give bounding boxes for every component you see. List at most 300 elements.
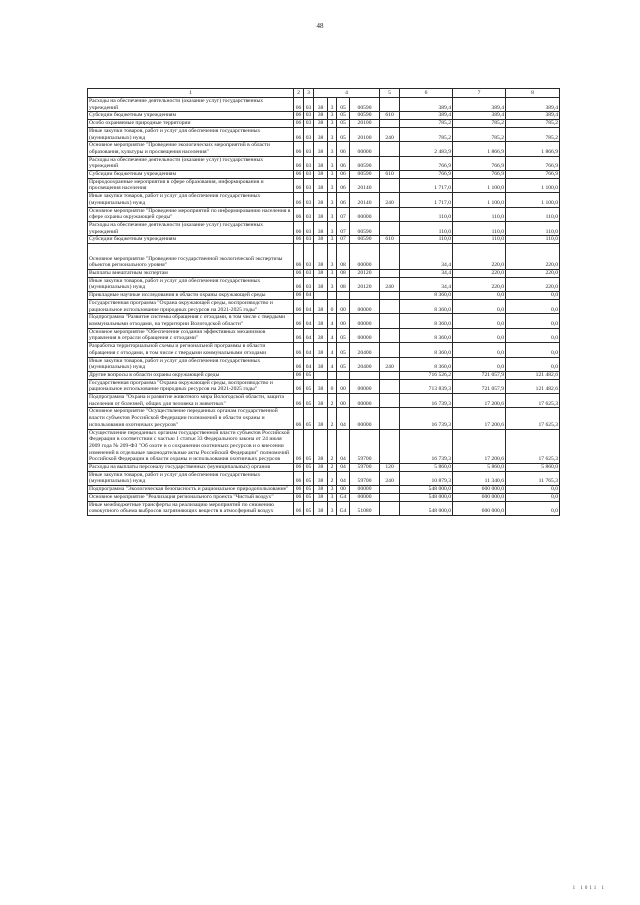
- code-cell: 00590: [350, 221, 380, 235]
- code-cell: 03: [304, 244, 314, 270]
- amount-cell: 1 866,9: [506, 142, 560, 156]
- code-cell: 00590: [350, 98, 380, 112]
- code-cell: 0: [328, 379, 337, 393]
- code-cell: 38: [314, 171, 328, 179]
- row-name-cell: Прикладные научные исследования в области охраны окружающей среды: [88, 292, 294, 300]
- amount-cell: 220,0: [506, 244, 560, 270]
- code-cell: 06: [337, 142, 350, 156]
- code-cell: 20400: [350, 357, 380, 371]
- code-cell: 00590: [350, 156, 380, 170]
- amount-cell: 1 100,0: [506, 178, 560, 192]
- code-cell: 06: [294, 464, 304, 472]
- table-row: [88, 98, 560, 112]
- code-cell: 00000: [350, 244, 380, 270]
- amount-cell: 716 526,2: [400, 371, 453, 379]
- code-cell: 00: [337, 486, 350, 494]
- code-cell: 00590: [350, 171, 380, 179]
- code-cell: 38: [314, 98, 328, 112]
- code-cell: 38: [314, 156, 328, 170]
- code-cell: 240: [380, 471, 400, 485]
- amount-cell: 766,9: [506, 156, 560, 170]
- row-name-cell: Подпрограмма "Экологическая безопасность и рациональное природопользование": [88, 486, 294, 494]
- amount-cell: 1 100,0: [453, 178, 506, 192]
- code-cell: [380, 142, 400, 156]
- table-row: [88, 178, 560, 192]
- amount-cell: 8 360,0: [400, 314, 453, 328]
- amount-cell: 10 879,3: [400, 471, 453, 485]
- amount-cell: 1 717,0: [400, 178, 453, 192]
- code-cell: 4: [328, 328, 337, 342]
- amount-cell: 766,9: [400, 171, 453, 179]
- code-cell: 06: [294, 314, 304, 328]
- budget-table: [87, 88, 560, 516]
- row-name-cell: Иные закупки товаров, работ и услуг для обеспечения государственных (муниципальных) нужд: [88, 277, 294, 291]
- code-cell: 06: [337, 156, 350, 170]
- amount-cell: 34,4: [400, 270, 453, 278]
- code-cell: 610: [380, 236, 400, 244]
- code-cell: 05: [337, 112, 350, 120]
- code-cell: 38: [314, 127, 328, 141]
- amount-cell: 17 200,6: [453, 394, 506, 408]
- code-cell: 3: [328, 171, 337, 179]
- row-name-cell: Подпрограмма "Развитие системы обращения с отходами, в том числе с твердыми коммунальными отходами, на территории Вологодской области": [88, 314, 294, 328]
- code-cell: 00: [337, 394, 350, 408]
- row-name-cell: Осуществление переданных органам государственной власти субъектов Российской Федерации в соответствии с частью 1 статьи 33 Федерального закона от 24 июля 2009 года № 209-ФЗ "Об охоте и о сохранении охотничьих ресурсов и о внесении изменений в отдельные законодательные акты Российской Федерации" полномочий Российской Федерации в области охраны и использования охотничьих ресурсов: [88, 429, 294, 464]
- amount-cell: 0,0: [453, 314, 506, 328]
- row-name-cell: Государственная программа "Охрана окружающей среды, воспроизводство и рациональное использование природных ресурсов на 2021-2025 годы": [88, 299, 294, 313]
- code-cell: 38: [314, 244, 328, 270]
- code-cell: 06: [294, 501, 304, 515]
- row-name-cell: Иные закупки товаров, работ и услуг для обеспечения государственных (муниципальных) нужд: [88, 357, 294, 371]
- amount-cell: 110,0: [453, 221, 506, 235]
- amount-cell: 0,0: [506, 486, 560, 494]
- amount-cell: 5 860,0: [453, 464, 506, 472]
- code-cell: 0: [328, 299, 337, 313]
- amount-cell: 8 360,0: [400, 357, 453, 371]
- code-cell: 38: [314, 270, 328, 278]
- code-cell: 06: [294, 112, 304, 120]
- code-cell: 38: [314, 112, 328, 120]
- row-name-cell: Основное мероприятие "Проведение экологических мероприятий в области образования, культуры и просвещения населения": [88, 142, 294, 156]
- code-cell: 3: [328, 270, 337, 278]
- amount-cell: 110,0: [506, 207, 560, 221]
- amount-cell: 1 866,9: [453, 142, 506, 156]
- amount-cell: 766,9: [400, 156, 453, 170]
- code-cell: [314, 292, 328, 300]
- code-cell: 03: [304, 178, 314, 192]
- amount-cell: 220,0: [506, 270, 560, 278]
- code-cell: 3: [328, 112, 337, 120]
- code-cell: [380, 371, 400, 379]
- amount-cell: 121 482,6: [506, 379, 560, 393]
- table-row: [88, 299, 560, 313]
- code-cell: 03: [304, 171, 314, 179]
- table-row: [88, 394, 560, 408]
- code-cell: 04: [304, 357, 314, 371]
- table-row: [88, 236, 560, 244]
- code-cell: 2: [328, 471, 337, 485]
- code-cell: 38: [314, 486, 328, 494]
- table-row: [88, 371, 560, 379]
- amount-cell: 220,0: [453, 270, 506, 278]
- code-cell: 07: [337, 236, 350, 244]
- header-cell: 6: [400, 89, 453, 98]
- row-name-cell: Иные закупки товаров, работ и услуг для обеспечения государственных (муниципальных) нужд: [88, 127, 294, 141]
- code-cell: 00: [337, 299, 350, 313]
- code-cell: [380, 292, 400, 300]
- code-cell: 06: [294, 98, 304, 112]
- code-cell: 04: [304, 343, 314, 357]
- amount-cell: 600 000,0: [453, 486, 506, 494]
- code-cell: 610: [380, 171, 400, 179]
- code-cell: [380, 178, 400, 192]
- code-cell: 00000: [350, 394, 380, 408]
- amount-cell: 785,2: [453, 120, 506, 128]
- row-name-cell: Иные закупки товаров, работ и услуг для обеспечения государственных (муниципальных) нужд: [88, 471, 294, 485]
- amount-cell: 389,4: [506, 112, 560, 120]
- table-row: [88, 244, 560, 270]
- row-name-cell: Субсидии бюджетным учреждениям: [88, 112, 294, 120]
- code-cell: 120: [380, 464, 400, 472]
- code-cell: 06: [294, 142, 304, 156]
- table-row: [88, 127, 560, 141]
- code-cell: 06: [294, 486, 304, 494]
- code-cell: [337, 292, 350, 300]
- code-cell: 38: [314, 314, 328, 328]
- code-cell: 07: [337, 207, 350, 221]
- code-cell: 06: [294, 429, 304, 464]
- code-cell: 06: [294, 379, 304, 393]
- amount-cell: 220,0: [453, 244, 506, 270]
- code-cell: 05: [337, 357, 350, 371]
- code-cell: 05: [304, 371, 314, 379]
- code-cell: 03: [304, 112, 314, 120]
- code-cell: 04: [304, 292, 314, 300]
- amount-cell: 389,4: [506, 98, 560, 112]
- code-cell: 00000: [350, 314, 380, 328]
- row-name-cell: Субсидии бюджетным учреждениям: [88, 236, 294, 244]
- code-cell: 3: [328, 501, 337, 515]
- table-row: [88, 207, 560, 221]
- amount-cell: 110,0: [506, 236, 560, 244]
- code-cell: 06: [294, 357, 304, 371]
- header-cell: 8: [506, 89, 560, 98]
- amount-cell: 110,0: [453, 207, 506, 221]
- code-cell: 20140: [350, 178, 380, 192]
- row-name-cell: Природоохранные мероприятия в сфере образования, информирования и просвещения населения: [88, 178, 294, 192]
- page-number: 48: [316, 22, 324, 30]
- code-cell: 05: [304, 471, 314, 485]
- table-row: [88, 171, 560, 179]
- table-row: [88, 486, 560, 494]
- table-row: [88, 493, 560, 501]
- table-row: [88, 142, 560, 156]
- code-cell: 2: [328, 464, 337, 472]
- code-cell: 3: [328, 221, 337, 235]
- code-cell: 38: [314, 394, 328, 408]
- code-cell: 06: [337, 171, 350, 179]
- code-cell: 20140: [350, 193, 380, 207]
- code-cell: 05: [337, 98, 350, 112]
- amount-cell: 121 482,6: [506, 371, 560, 379]
- header-cell: 4: [314, 89, 380, 98]
- code-cell: 2: [328, 394, 337, 408]
- row-name-cell: Основное мероприятие "Осуществление переданных органам государственной власти субъектов Российской Федерации полномочий в области охраны и использования охотничьих ресурсов": [88, 408, 294, 429]
- code-cell: 38: [314, 142, 328, 156]
- amount-cell: 34,4: [400, 277, 453, 291]
- code-cell: 2: [328, 429, 337, 464]
- code-cell: 3: [328, 207, 337, 221]
- amount-cell: 16 739,3: [400, 394, 453, 408]
- table-row: [88, 277, 560, 291]
- code-cell: 20400: [350, 343, 380, 357]
- code-cell: 06: [294, 493, 304, 501]
- code-cell: 3: [328, 277, 337, 291]
- amount-cell: 0,0: [506, 314, 560, 328]
- code-cell: 3: [328, 156, 337, 170]
- code-cell: 38: [314, 343, 328, 357]
- code-cell: 38: [314, 193, 328, 207]
- code-cell: [380, 379, 400, 393]
- amount-cell: 220,0: [506, 277, 560, 291]
- code-cell: 240: [380, 357, 400, 371]
- code-cell: 20120: [350, 270, 380, 278]
- code-cell: 240: [380, 193, 400, 207]
- code-cell: 38: [314, 471, 328, 485]
- code-cell: 4: [328, 314, 337, 328]
- table-header-row: [88, 89, 560, 98]
- code-cell: [380, 244, 400, 270]
- code-cell: 06: [337, 193, 350, 207]
- code-cell: 38: [314, 299, 328, 313]
- table-row: [88, 501, 560, 515]
- code-cell: 05: [304, 394, 314, 408]
- code-cell: 05: [304, 486, 314, 494]
- code-cell: 03: [304, 270, 314, 278]
- table-row: [88, 292, 560, 300]
- code-cell: 06: [294, 299, 304, 313]
- row-name-cell: Другие вопросы в области охраны окружающей среды: [88, 371, 294, 379]
- amount-cell: 0,0: [506, 493, 560, 501]
- table-row: [88, 471, 560, 485]
- code-cell: 59700: [350, 464, 380, 472]
- code-cell: [380, 501, 400, 515]
- amount-cell: 11 765,3: [506, 471, 560, 485]
- code-cell: 08: [337, 244, 350, 270]
- code-cell: 38: [314, 501, 328, 515]
- code-cell: 38: [314, 277, 328, 291]
- amount-cell: 0,0: [453, 343, 506, 357]
- amount-cell: 766,9: [506, 171, 560, 179]
- code-cell: 06: [294, 270, 304, 278]
- amount-cell: 5 860,0: [400, 464, 453, 472]
- code-cell: 06: [294, 156, 304, 170]
- code-cell: 3: [328, 486, 337, 494]
- amount-cell: 17 625,3: [506, 408, 560, 429]
- amount-cell: 721 057,9: [453, 379, 506, 393]
- code-cell: 05: [304, 501, 314, 515]
- row-name-cell: Основное мероприятие "Проведение мероприятий по информированию населения в сфере охраны окружающей среды": [88, 207, 294, 221]
- row-name-cell: Разработка территориальной схемы и региональной программы в области обращения с отходами, в том числе с твердыми коммунальными отходами: [88, 343, 294, 357]
- row-name-cell: Иные закупки товаров, работ и услуг для обеспечения государственных (муниципальных) нужд: [88, 193, 294, 207]
- code-cell: 06: [337, 178, 350, 192]
- code-cell: 4: [328, 343, 337, 357]
- amount-cell: 0,0: [453, 299, 506, 313]
- code-cell: [380, 270, 400, 278]
- code-cell: 06: [294, 171, 304, 179]
- code-cell: 59700: [350, 471, 380, 485]
- table-row: [88, 270, 560, 278]
- code-cell: 00000: [350, 493, 380, 501]
- code-cell: 00000: [350, 207, 380, 221]
- code-cell: [380, 299, 400, 313]
- table-row: [88, 408, 560, 429]
- amount-cell: 17 200,6: [453, 429, 506, 464]
- code-cell: 00: [337, 314, 350, 328]
- amount-cell: 110,0: [400, 236, 453, 244]
- amount-cell: 16 739,3: [400, 408, 453, 429]
- code-cell: 05: [304, 408, 314, 429]
- code-cell: 38: [314, 357, 328, 371]
- code-cell: 06: [294, 277, 304, 291]
- code-cell: [380, 429, 400, 464]
- amount-cell: 2 483,9: [400, 142, 453, 156]
- code-cell: [380, 207, 400, 221]
- amount-cell: 0,0: [506, 501, 560, 515]
- amount-cell: 0,0: [506, 299, 560, 313]
- code-cell: [328, 292, 337, 300]
- amount-cell: 17 625,3: [506, 394, 560, 408]
- code-cell: 00000: [350, 408, 380, 429]
- amount-cell: 0,0: [453, 292, 506, 300]
- code-cell: 06: [294, 343, 304, 357]
- code-cell: 3: [328, 142, 337, 156]
- amount-cell: 110,0: [506, 221, 560, 235]
- amount-cell: 0,0: [453, 357, 506, 371]
- code-cell: 03: [304, 120, 314, 128]
- amount-cell: 8 360,0: [400, 299, 453, 313]
- table-row: [88, 156, 560, 170]
- row-name-cell: Основное мероприятие "Обеспечение создания эффективных механизмов управления в отрасли обращения с отходами": [88, 328, 294, 342]
- code-cell: 06: [294, 371, 304, 379]
- code-cell: 38: [314, 236, 328, 244]
- table-row: [88, 314, 560, 328]
- code-cell: [380, 343, 400, 357]
- code-cell: 03: [304, 277, 314, 291]
- code-cell: 06: [294, 471, 304, 485]
- code-cell: 04: [337, 408, 350, 429]
- code-cell: 04: [304, 299, 314, 313]
- amount-cell: 721 057,9: [453, 371, 506, 379]
- code-cell: 240: [380, 277, 400, 291]
- amount-cell: 389,4: [400, 98, 453, 112]
- table-row: [88, 120, 560, 128]
- amount-cell: 220,0: [453, 277, 506, 291]
- code-cell: 38: [314, 120, 328, 128]
- code-cell: 03: [304, 207, 314, 221]
- amount-cell: 0,0: [506, 343, 560, 357]
- amount-cell: 110,0: [453, 236, 506, 244]
- code-cell: 06: [294, 328, 304, 342]
- code-cell: [380, 98, 400, 112]
- header-cell: 2: [294, 89, 304, 98]
- row-name-cell: Подпрограмма "Охрана и развитие животного мира Вологодской области, защита населения от болезней, общих для человека и животных": [88, 394, 294, 408]
- row-name-cell: Расходы на обеспечение деятельности (оказание услуг) государственных учреждений: [88, 221, 294, 235]
- code-cell: 06: [294, 127, 304, 141]
- amount-cell: 600 000,0: [453, 501, 506, 515]
- amount-cell: 785,2: [506, 120, 560, 128]
- amount-cell: 713 839,3: [400, 379, 453, 393]
- code-cell: 04: [304, 314, 314, 328]
- code-cell: 06: [294, 120, 304, 128]
- code-cell: 08: [337, 270, 350, 278]
- code-cell: 04: [304, 328, 314, 342]
- code-cell: 20100: [350, 120, 380, 128]
- code-cell: 00000: [350, 142, 380, 156]
- table-row: [88, 343, 560, 357]
- footer-mark: 1 1011 1: [572, 886, 606, 891]
- amount-cell: 389,4: [453, 98, 506, 112]
- code-cell: 00590: [350, 236, 380, 244]
- code-cell: 51080: [350, 501, 380, 515]
- code-cell: [350, 292, 380, 300]
- amount-cell: 548 000,0: [400, 501, 453, 515]
- amount-cell: 11 340,6: [453, 471, 506, 485]
- code-cell: [328, 371, 337, 379]
- amount-cell: 0,0: [453, 328, 506, 342]
- code-cell: [380, 394, 400, 408]
- code-cell: 04: [337, 429, 350, 464]
- amount-cell: 1 717,0: [400, 193, 453, 207]
- code-cell: [337, 371, 350, 379]
- amount-cell: 16 739,3: [400, 429, 453, 464]
- row-name-cell: Государственная программа "Охрана окружающей среды, воспроизводство и рациональное использование природных ресурсов на 2021-2025 годы": [88, 379, 294, 393]
- table-row: [88, 112, 560, 120]
- amount-cell: 548 000,0: [400, 493, 453, 501]
- code-cell: 05: [304, 493, 314, 501]
- header-cell: 1: [88, 89, 294, 98]
- code-cell: 20100: [350, 127, 380, 141]
- row-name-cell: Выплаты внештатным экспертам: [88, 270, 294, 278]
- code-cell: 05: [304, 379, 314, 393]
- code-cell: 03: [304, 236, 314, 244]
- amount-cell: 110,0: [400, 207, 453, 221]
- code-cell: 03: [304, 142, 314, 156]
- code-cell: [380, 156, 400, 170]
- code-cell: 3: [328, 193, 337, 207]
- row-name-cell: Иные межбюджетные трансферты на реализацию мероприятий по снижению совокупного объема выбросов загрязняющих веществ в атмосферный воздух: [88, 501, 294, 515]
- code-cell: 03: [304, 156, 314, 170]
- code-cell: 00000: [350, 299, 380, 313]
- amount-cell: 1 100,0: [506, 193, 560, 207]
- code-cell: 05: [337, 127, 350, 141]
- code-cell: 00000: [350, 486, 380, 494]
- row-name-cell: Основное мероприятие "Проведение государственной экологической экспертизы объектов регионального уровня": [88, 244, 294, 270]
- code-cell: 38: [314, 408, 328, 429]
- amount-cell: 5 860,0: [506, 464, 560, 472]
- code-cell: 05: [304, 464, 314, 472]
- code-cell: 05: [304, 429, 314, 464]
- code-cell: [380, 314, 400, 328]
- amount-cell: 548 000,0: [400, 486, 453, 494]
- code-cell: 06: [294, 193, 304, 207]
- table-row: [88, 464, 560, 472]
- header-cell: 5: [380, 89, 400, 98]
- table-row: [88, 328, 560, 342]
- amount-cell: 0,0: [506, 357, 560, 371]
- amount-cell: 8 360,0: [400, 343, 453, 357]
- code-cell: 06: [294, 178, 304, 192]
